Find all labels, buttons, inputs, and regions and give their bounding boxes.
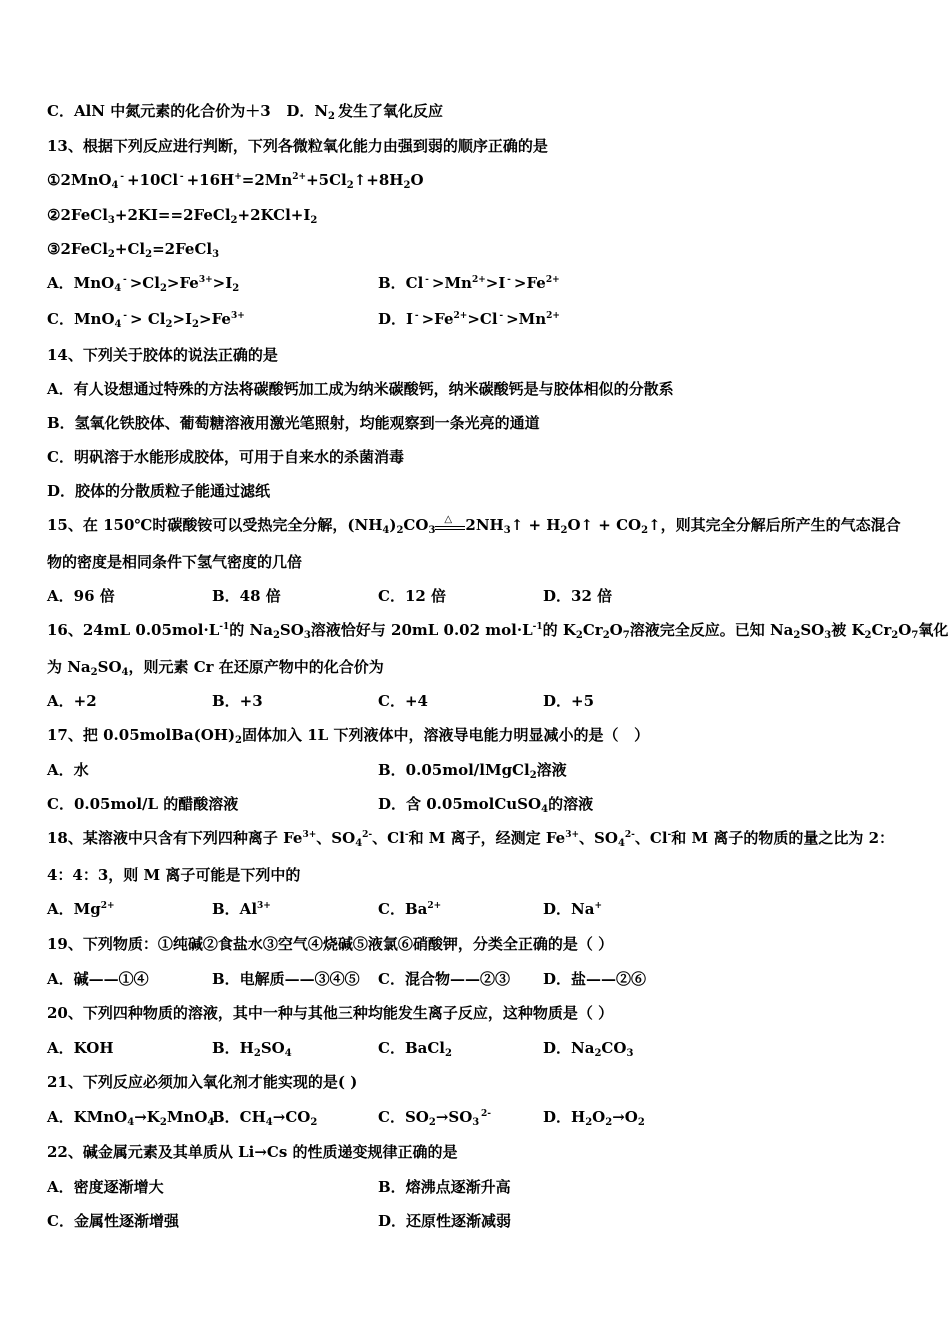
q17-option-d: D．含 0.05molCuSO$_4$的溶液 <box>378 795 594 815</box>
q15-option-c: C．12 倍 <box>378 587 447 605</box>
q18-option-c: C．$Ba^{2+}$ <box>378 900 442 918</box>
q21-option-a: A．$KMnO_4\to K_2MnO_4$ <box>47 1108 215 1128</box>
q19-option-b: B．电解质——③④⑤ <box>212 970 360 988</box>
reaction-3: $③2FeCl_2+Cl_2=2FeCl_3$ <box>47 240 220 260</box>
q13-stem: 13、根据下列反应进行判断，下列各微粒氧化能力由强到弱的顺序正确的是 <box>47 137 548 155</box>
q16-option-d: D．+5 <box>543 692 595 710</box>
q14-option-c: C．明矾溶于水能形成胶体，可用于自来水的杀菌消毒 <box>47 448 404 466</box>
q19-option-a: A．碱——①④ <box>47 970 149 988</box>
q12-options-cd: C．AlN 中氮元素的化合价为＋3 D．$N_2$ 发生了氧化反应 <box>47 102 444 122</box>
q19-option-c: C．混合物——②③ <box>378 970 510 988</box>
q18-stem-line2: 4：4：3，则 M 离子可能是下列中的 <box>47 866 301 884</box>
q18-option-d: D．Na+ <box>543 900 602 918</box>
q15-option-b: B．48 倍 <box>212 587 281 605</box>
q14-option-d: D．胶体的分散质粒子能通过滤纸 <box>47 482 271 500</box>
q18-option-b: B．$Al^{3+}$ <box>212 900 271 918</box>
q19-stem: 19、下列物质：①纯碱②食盐水③空气④烧碱⑤液氯⑥硝酸钾，分类全正确的是（ ） <box>47 935 614 953</box>
q16-option-a: A．+2 <box>47 692 97 710</box>
q13-option-b: B．Cl $^- >Mn^{2+}>I$ $^- >Fe^{2+}$ <box>378 274 560 292</box>
q22-option-a: A．密度逐渐增大 <box>47 1178 164 1196</box>
q14-option-b: B．氢氧化铁胶体、葡萄糖溶液用激光笔照射，均能观察到一条光亮的通道 <box>47 414 540 432</box>
q16-stem-line1: 16、24mL $0.05mol\cdot L^{-1}$的 $Na_2SO_3$溶液恰好与 20mL 0.02 $mol\cdot L^{-1}$的 $K_2Cr_2O_7$溶液完全反应。已知 $Na_2SO_3$被 $K_2Cr_2O_7$氧化 <box>47 621 949 641</box>
q22-option-b: B．熔沸点逐渐升高 <box>378 1178 511 1196</box>
q21-option-d: D．$H_2O_2\to O_2$ <box>543 1108 645 1128</box>
q17-option-b: B．0.05mol/lMgCl$_2$溶液 <box>378 761 567 781</box>
q21-stem: 21、下列反应必须加入氧化剂才能实现的是( ) <box>47 1073 358 1091</box>
q15-stem-line1: 15、在 150℃时碳酸铵可以受热完全分解，$(NH_4)_2CO_3$ △ $2NH_3↑$ + $H_2O↑$ + $CO_2↑$，则其完全分解后所产生的气态混合 <box>47 514 901 536</box>
q15-option-d: D．32 倍 <box>543 587 613 605</box>
q13-option-a: A．MnO$_4$ $^- >Cl_2>Fe^{3+}>I_2$ <box>47 274 240 294</box>
q16-option-b: B．+3 <box>212 692 263 710</box>
q16-stem-line2: 为 $Na_2SO_4$，则元素 Cr 在还原产物中的化合价为 <box>47 658 384 678</box>
q20-option-d: D．$Na_2CO_3$ <box>543 1039 634 1059</box>
q22-stem: 22、碱金属元素及其单质从 Li→Cs 的性质递变规律正确的是 <box>47 1143 458 1161</box>
q17-stem: 17、把 $0.05molBa(OH)_2$固体加入 1L 下列液体中，溶液导电能力明显减小的是（ ） <box>47 726 650 746</box>
q17-option-a: A．水 <box>47 761 89 779</box>
reaction-2: $②2FeCl_3+2KI==2FeCl_2+2KCl+I_2$ <box>47 206 318 226</box>
q20-stem: 20、下列四种物质的溶液，其中一种与其他三种均能发生离子反应，这种物质是（ ） <box>47 1004 614 1022</box>
heat-condition-icon: △ <box>435 517 465 531</box>
q20-option-a: A．KOH <box>47 1039 114 1057</box>
q13-option-d: D．I $^- >Fe^{2+}>Cl$ $^- >Mn^{2+}$ <box>378 310 560 328</box>
q14-option-a: A．有人设想通过特殊的方法将碳酸钙加工成为纳米碳酸钙，纳米碳酸钙是与胶体相似的分散系 <box>47 380 674 398</box>
q15-stem-line2: 物的密度是相同条件下氢气密度的几倍 <box>47 553 303 571</box>
q21-option-b: B．$CH_4\to CO_2$ <box>212 1108 318 1128</box>
q22-option-d: D．还原性逐渐减弱 <box>378 1212 512 1230</box>
q17-option-c: C．0.05mol/L 的醋酸溶液 <box>47 795 239 813</box>
q19-option-d: D．盐——②⑥ <box>543 970 647 988</box>
q21-option-c: C．$SO_2\to SO_3$ $^{2-}$ <box>378 1108 492 1128</box>
q16-option-c: C．+4 <box>378 692 428 710</box>
q20-option-c: C．BaCl$_2$ <box>378 1039 452 1059</box>
q20-option-b: B．$H_2SO_4$ <box>212 1039 292 1059</box>
q18-option-a: A．$Mg^{2+}$ <box>47 900 115 918</box>
reaction-1: ①2MnO$_4$ - +10Cl $^- +16H^+=2Mn^{2+}+5Cl_2↑+8H_2O$ <box>47 171 424 191</box>
q15-option-a: A．96 倍 <box>47 587 115 605</box>
q22-option-c: C．金属性逐渐增强 <box>47 1212 179 1230</box>
q13-option-c: C．MnO$_4$ $^- > Cl_2>I_2>Fe^{3+}$ <box>47 310 245 330</box>
q14-stem: 14、下列关于胶体的说法正确的是 <box>47 346 278 364</box>
q18-stem-line1: 18、某溶液中只含有下列四种离子 $Fe^{3+}$、$SO_4^{2-}$、Cl-和 M 离子，经测定 $Fe^{3+}$、$SO_4^{2-}$、Cl-和 M 离子的物质的量之比为 2： <box>47 829 895 849</box>
